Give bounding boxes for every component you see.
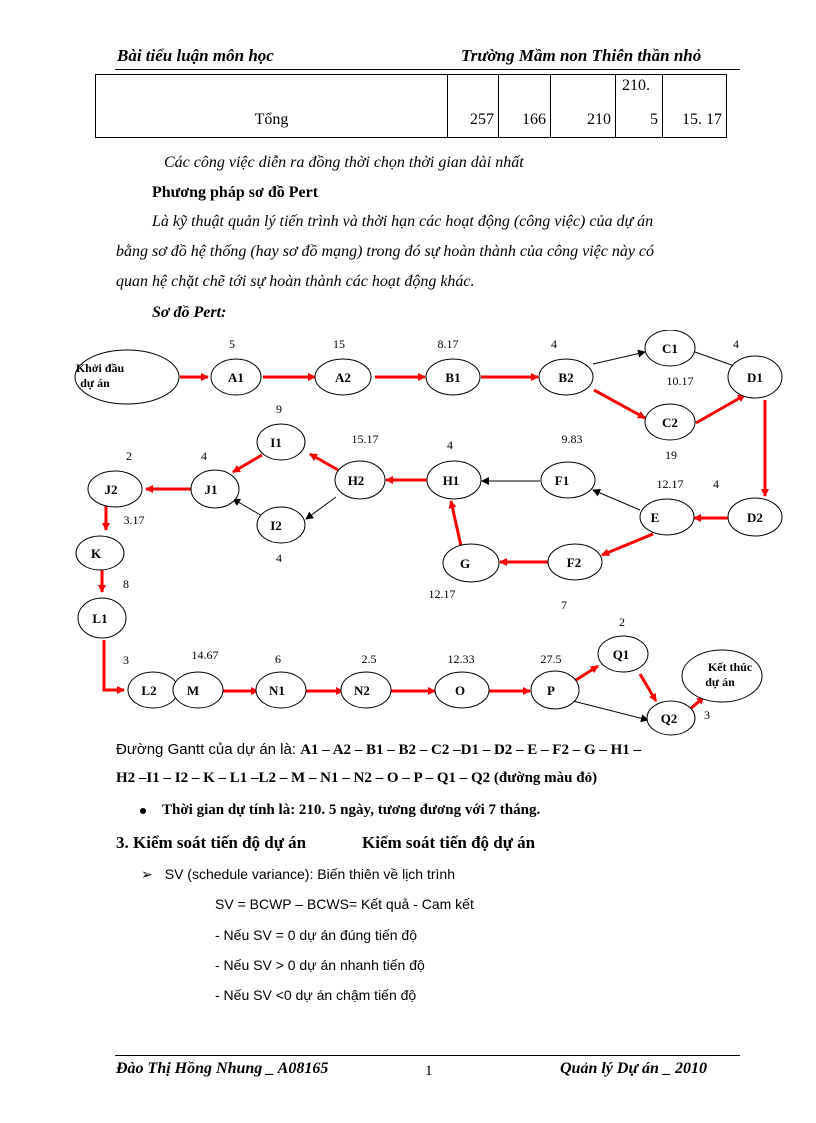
edge-e-f1 <box>593 490 640 510</box>
node-label: F1 <box>554 473 570 488</box>
section-3-title-repeat: Kiểm soát tiến độ dự án <box>362 833 536 852</box>
edge-c2-d1 <box>696 395 745 423</box>
sv-formula: SV = BCWP – BCWS= Kết quả - Cam kết <box>215 896 474 912</box>
node-label-start-1: Khởi đầu <box>75 361 125 375</box>
duration-label: 2.5 <box>361 652 377 666</box>
table-cell: 257 <box>448 75 499 138</box>
duration-label: 5 <box>229 337 235 351</box>
node-label: L1 <box>92 611 108 626</box>
node-label: F2 <box>566 555 582 570</box>
gantt-line-1 <box>116 741 641 759</box>
node-label: I2 <box>270 518 282 533</box>
pert-desc-line-3: quan hệ chặt chẽ tới sự hoàn thành các hoạt động khác. <box>116 273 475 290</box>
duration-label: 14.67 <box>191 648 219 662</box>
node-g <box>443 544 499 582</box>
table-cell-bottom: 5 <box>650 111 658 128</box>
node-label: B2 <box>558 370 574 385</box>
node-label: Q1 <box>612 647 630 662</box>
arrow-bullet-icon: ➢ <box>141 866 153 882</box>
sv-item <box>141 866 455 883</box>
duration-label: 7 <box>561 598 567 612</box>
node-e <box>640 499 694 535</box>
pert-desc-line-2: bằng sơ đồ hệ thống (hay sơ đồ mạng) trong đó sự hoàn thành của công việc này có <box>116 243 655 260</box>
pert-diagram <box>0 330 816 750</box>
node-label-end-2: dự án <box>705 675 735 689</box>
table-label: Tổng <box>96 75 448 138</box>
node-label: H2 <box>347 473 365 488</box>
node-label: G <box>459 556 471 571</box>
edge-q1-q2 <box>640 674 656 701</box>
table-cell: 15. 17 <box>663 75 727 138</box>
pert-desc-line-1: Là kỹ thuật quản lý tiến trình và thời hạn các hoạt động (công việc) của dự án <box>152 213 654 230</box>
node-label: Q2 <box>660 711 678 726</box>
duration-label: 12.17 <box>656 477 684 491</box>
duration-label: 4 <box>201 449 207 463</box>
node-label: A2 <box>335 370 351 385</box>
edge-l1-l2 <box>104 640 124 690</box>
table-cell-top: 210. <box>622 77 650 94</box>
bullet-icon <box>140 808 146 814</box>
node-label: B1 <box>445 370 461 385</box>
node-label: C1 <box>662 341 678 356</box>
node-label: A1 <box>228 370 244 385</box>
summary-table <box>95 74 727 138</box>
duration-label: 15 <box>333 337 345 351</box>
node-label: C2 <box>662 415 678 430</box>
sv-item-text: SV (schedule variance): Biến thiên về lịch trình <box>164 866 455 882</box>
node-label: M <box>186 683 200 698</box>
node-label: L2 <box>141 683 157 698</box>
node-label: K <box>90 546 102 561</box>
header-left: Bài tiểu luận môn học <box>117 46 274 65</box>
duration-labels <box>123 337 739 722</box>
node-label: I1 <box>270 435 282 450</box>
gantt-prefix: Đường Gantt của dự án là: <box>116 741 301 758</box>
edge-i2-j1 <box>233 499 264 517</box>
duration-label: 8 <box>123 577 129 591</box>
node-label: P <box>547 683 555 698</box>
sv-case: - Nếu SV > 0 dự án nhanh tiến độ <box>215 957 425 973</box>
gantt-path-1: A1 – A2 – B1 – B2 – C2 –D1 – D2 – E – F2 – G – H1 – <box>300 742 642 758</box>
node-label: J1 <box>204 482 218 497</box>
duration-label: 3 <box>123 653 129 667</box>
edge-b2-c2 <box>594 390 645 418</box>
duration-label: 6 <box>275 652 281 666</box>
gantt-line-2: H2 –I1 – I2 – K – L1 –L2 – M – N1 – N2 – O – P – Q1 – Q2 (đường màu đỏ) <box>116 770 598 786</box>
node-label: O <box>454 683 466 698</box>
node-label-start-2: dự án <box>80 376 110 390</box>
sv-case: - Nếu SV <0 dự án chậm tiến độ <box>215 987 417 1003</box>
edge-h2-i2 <box>306 497 336 519</box>
duration-label: 4 <box>551 337 557 351</box>
duration-label: 9.83 <box>561 432 583 446</box>
node-label: D1 <box>747 370 763 385</box>
duration-label: 3.17 <box>123 513 145 527</box>
pert-title: Phương pháp sơ đồ Pert <box>152 184 319 201</box>
edge-i1-j1 <box>233 455 262 472</box>
footer-left: Đào Thị Hồng Nhung _ A08165 <box>116 1060 329 1077</box>
table-cell: 166 <box>499 75 551 138</box>
duration-label: 4 <box>713 477 719 491</box>
section-3-title: 3. Kiểm soát tiến độ dự án <box>116 833 307 852</box>
estimate-text: Thời gian dự tính là: 210. 5 ngày, tương đương với 7 tháng. <box>162 802 541 818</box>
edge-p-q1 <box>576 666 598 680</box>
page-number: 1 <box>425 1063 433 1079</box>
duration-label: 12.33 <box>447 652 475 666</box>
duration-label: 3 <box>704 708 710 722</box>
edge-g-h1 <box>451 501 461 546</box>
node-label: E <box>650 510 660 525</box>
duration-label: 4 <box>733 337 739 351</box>
duration-label: 12.17 <box>428 587 456 601</box>
footer-rule <box>115 1055 740 1056</box>
table-cell-split <box>616 75 663 138</box>
pert-nodes <box>75 330 782 735</box>
concurrent-note: Các công việc diễn ra đồng thời chọn thời gian dài nhất <box>164 154 524 171</box>
node-label: H1 <box>442 473 460 488</box>
duration-label: 4 <box>276 551 282 565</box>
duration-label: 8.17 <box>437 337 459 351</box>
duration-label: 19 <box>665 448 677 462</box>
edge-h2-i1 <box>310 454 338 470</box>
table-cell: 210 <box>551 75 616 138</box>
duration-label: 15.17 <box>351 432 379 446</box>
header-right: Trường Mầm non Thiên thần nhỏ <box>461 46 702 65</box>
sv-case: - Nếu SV = 0 dự án đúng tiến độ <box>215 927 418 943</box>
footer-right: Quản lý Dự án _ 2010 <box>560 1060 707 1077</box>
estimate-item <box>140 802 540 819</box>
duration-label: 2 <box>619 615 625 629</box>
duration-label: 2 <box>126 449 132 463</box>
duration-label: 10.17 <box>666 374 694 388</box>
header-rule <box>115 69 740 70</box>
edge-e-f2 <box>602 534 653 555</box>
node-p <box>531 671 579 709</box>
duration-label: 9 <box>276 402 282 416</box>
node-label: D2 <box>747 510 763 525</box>
node-label: N1 <box>269 683 285 698</box>
diagram-title: Sơ đồ Pert: <box>152 304 227 321</box>
duration-label: 27.5 <box>540 652 562 666</box>
duration-label: 4 <box>447 438 453 452</box>
node-label: N2 <box>354 683 370 698</box>
node-label: J2 <box>104 482 118 497</box>
node-label-end-1: Kết thúc <box>707 660 753 674</box>
edge-p-q2 <box>573 701 648 720</box>
edge-b2-c1 <box>593 352 645 364</box>
